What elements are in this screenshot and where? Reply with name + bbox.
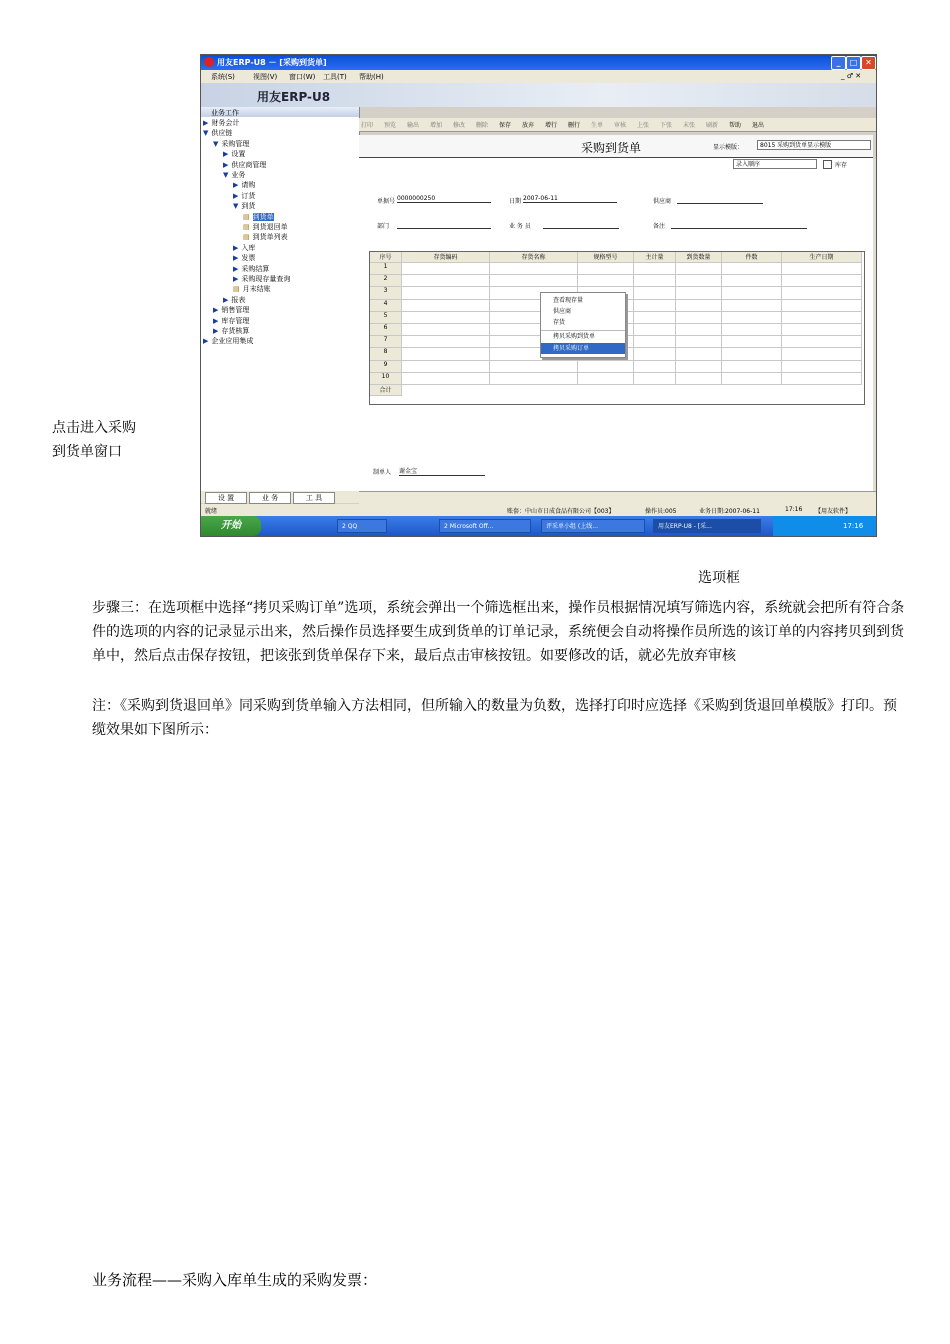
doc-no-label: 单据号 bbox=[377, 198, 396, 205]
ctx-inventory[interactable]: 存货 bbox=[553, 319, 566, 326]
form-title: 采购到货单 bbox=[581, 141, 642, 155]
tree-item-label: 采购管理 bbox=[221, 139, 250, 148]
grid-cell[interactable] bbox=[634, 263, 676, 275]
supplier-label: 供应商 bbox=[653, 198, 672, 205]
grid-cell[interactable] bbox=[782, 287, 862, 299]
tree-item[interactable] bbox=[233, 243, 255, 253]
grid-cell[interactable] bbox=[722, 324, 782, 336]
status-date: 业务日期:2007-06-11 bbox=[699, 508, 760, 515]
tree-item-label: 到货单 bbox=[252, 212, 274, 221]
grid-cell[interactable] bbox=[402, 275, 490, 287]
grid-cell[interactable] bbox=[676, 275, 722, 287]
window-title: 用友ERP-U8 － [采购到货单] bbox=[217, 58, 327, 67]
staff-label: 业 务 员 bbox=[509, 223, 531, 230]
grid-cell[interactable] bbox=[782, 275, 862, 287]
grid-cell[interactable] bbox=[402, 373, 490, 385]
collapsed-icon: ▶ bbox=[203, 119, 209, 127]
expanded-icon: ▼ bbox=[223, 171, 229, 179]
grid-row-number: 8 bbox=[370, 348, 402, 360]
tree-item[interactable] bbox=[233, 253, 255, 263]
ctx-copy-purchase-order[interactable]: 拷贝采购订单 bbox=[541, 343, 625, 354]
grid-row-number: 2 bbox=[370, 275, 402, 287]
grid-cell[interactable] bbox=[676, 287, 722, 299]
grid-cell[interactable] bbox=[578, 373, 634, 385]
grid-cell[interactable] bbox=[402, 287, 490, 299]
tree-item-label: 月末结账 bbox=[242, 285, 271, 294]
status-time: 17:16 bbox=[785, 506, 803, 513]
toolbar-button[interactable]: 末张 bbox=[683, 122, 696, 129]
grid-cell[interactable] bbox=[634, 373, 676, 385]
toolbar bbox=[359, 118, 876, 132]
grid-cell[interactable] bbox=[722, 348, 782, 360]
grid-cell[interactable] bbox=[782, 312, 862, 324]
arrival-form bbox=[359, 135, 873, 491]
collapsed-icon: ▶ bbox=[223, 150, 229, 159]
collapsed-icon: ▶ bbox=[213, 306, 219, 315]
grid-row-number: 5 bbox=[370, 312, 402, 324]
grid-cell[interactable] bbox=[676, 373, 722, 385]
toolbar-button[interactable]: 生单 bbox=[591, 122, 604, 129]
tree-item[interactable] bbox=[203, 336, 253, 346]
grid-cell[interactable] bbox=[782, 263, 862, 275]
tree-item[interactable] bbox=[243, 232, 288, 242]
tree-item[interactable] bbox=[223, 149, 245, 159]
grid-cell[interactable] bbox=[634, 324, 676, 336]
toolbar-button[interactable]: 增行 bbox=[545, 122, 558, 129]
tree-item[interactable] bbox=[213, 139, 249, 149]
tree-item-label: 企业应用集成 bbox=[211, 337, 254, 346]
grid-header-cell: 主计量 bbox=[634, 252, 676, 263]
toolbar-button[interactable]: 上张 bbox=[637, 122, 650, 129]
nav-header-label: 业务工作 bbox=[211, 109, 239, 117]
grid-cell[interactable] bbox=[402, 348, 490, 360]
collapsed-icon: ▶ bbox=[213, 316, 219, 325]
collapsed-icon: ▶ bbox=[233, 264, 239, 273]
stock-check-label: 库存 bbox=[835, 162, 848, 169]
menu-help[interactable]: 帮助(H) bbox=[359, 73, 384, 81]
navigation-pane bbox=[201, 107, 360, 491]
maker-label: 制单人 bbox=[373, 469, 392, 476]
toolbar-button[interactable]: 输出 bbox=[407, 122, 420, 129]
windows-taskbar bbox=[201, 516, 876, 536]
grid-cell[interactable] bbox=[722, 373, 782, 385]
grid-header-cell: 存货编码 bbox=[402, 252, 490, 263]
tree-item[interactable] bbox=[233, 284, 271, 294]
grid-cell[interactable] bbox=[490, 275, 578, 287]
form-scrollbar[interactable] bbox=[873, 159, 876, 491]
status-ready: 就绪 bbox=[205, 508, 218, 515]
collapsed-icon: ▶ bbox=[203, 337, 209, 346]
grid-cell[interactable] bbox=[402, 336, 490, 348]
bottom-heading: 业务流程——采购入库单生成的采购发票： bbox=[92, 1271, 378, 1289]
tree-item[interactable] bbox=[233, 274, 290, 284]
document-icon: ▤ bbox=[243, 223, 250, 231]
grid-cell[interactable] bbox=[782, 324, 862, 336]
toolbar-button[interactable]: 删行 bbox=[568, 122, 581, 129]
horizontal-scrollbar[interactable] bbox=[359, 491, 876, 504]
collapsed-icon: ▶ bbox=[233, 181, 239, 190]
side-caption bbox=[52, 416, 136, 464]
grid-header-cell: 存货名称 bbox=[490, 252, 578, 263]
form-title-bar bbox=[359, 135, 873, 158]
doc-no-field[interactable]: 0000000250 bbox=[397, 195, 491, 203]
status-company: 账套：中山市日成食品有限公司【003】 bbox=[507, 508, 615, 515]
template-select[interactable]: 8015 采购到货单显示模版 bbox=[757, 140, 871, 150]
status-bar bbox=[201, 504, 876, 516]
nav-tabs bbox=[201, 491, 359, 503]
maker-field[interactable]: 谢金宝 bbox=[399, 466, 485, 476]
expanded-icon: ▼ bbox=[203, 129, 209, 138]
maximize-button[interactable]: □ bbox=[846, 56, 861, 70]
tree-item-label: 订货 bbox=[241, 191, 256, 200]
grid-cell[interactable] bbox=[782, 373, 862, 385]
tree-item-label: 设置 bbox=[231, 150, 246, 159]
expanded-icon: ▼ bbox=[233, 202, 239, 211]
tree-item[interactable] bbox=[213, 305, 249, 315]
collapsed-icon: ▶ bbox=[223, 295, 229, 304]
tray-clock: 17:16 bbox=[843, 522, 864, 530]
grid-cell[interactable] bbox=[722, 300, 782, 312]
start-button[interactable]: 开始 bbox=[201, 516, 261, 536]
supplier-field[interactable] bbox=[677, 195, 763, 204]
toolbar-button[interactable]: 打印 bbox=[361, 122, 374, 129]
tree-item-label: 到货退回单 bbox=[252, 223, 288, 231]
grid-cell[interactable] bbox=[722, 336, 782, 348]
grid-cell[interactable] bbox=[634, 336, 676, 348]
grid-cell[interactable] bbox=[676, 336, 722, 348]
staff-field[interactable] bbox=[543, 220, 619, 229]
grid-cell[interactable] bbox=[402, 324, 490, 336]
grid-row-number: 10 bbox=[370, 373, 402, 385]
grid-cell[interactable] bbox=[782, 348, 862, 360]
sort-select[interactable]: 录入顺序 bbox=[733, 159, 817, 169]
grid-cell[interactable] bbox=[782, 300, 862, 312]
grid-cell[interactable] bbox=[722, 361, 782, 373]
tree-item[interactable] bbox=[233, 264, 269, 274]
mdi-controls[interactable]: _ ♂ ✕ bbox=[841, 72, 862, 80]
window-titlebar bbox=[201, 55, 876, 70]
expanded-icon: ▼ bbox=[213, 139, 219, 148]
system-tray bbox=[773, 516, 876, 536]
grid-row-number: 6 bbox=[370, 324, 402, 336]
tree-item-label: 发票 bbox=[241, 254, 256, 263]
grid-header-cell: 规格型号 bbox=[578, 252, 634, 263]
grid-cell[interactable] bbox=[402, 263, 490, 275]
grid-cell[interactable] bbox=[782, 336, 862, 348]
grid-header-cell: 件数 bbox=[722, 252, 782, 263]
collapsed-icon: ▶ bbox=[213, 327, 219, 335]
grid-cell[interactable] bbox=[676, 312, 722, 324]
status-brand: 【用友软件】 bbox=[815, 508, 852, 515]
toolbar-button[interactable]: 预览 bbox=[384, 122, 397, 129]
tree-item-label: 入库 bbox=[241, 243, 256, 252]
ctx-supplier[interactable]: 供应商 bbox=[553, 308, 572, 315]
toolbar-button[interactable]: 刷新 bbox=[706, 122, 719, 129]
task-chat[interactable]: 评采单小组 (上线... bbox=[541, 519, 645, 533]
side-caption-line1: 点击进入采购 bbox=[52, 420, 136, 436]
tree-item-label: 采购结算 bbox=[241, 264, 270, 273]
note-paragraph: 注：《采购到货退回单》同采购到货单输入方法相同，但所输入的数量为负数，选择打印时应选择《采购到货退回单模版》打印。预缆效果如下图所示： bbox=[92, 698, 897, 738]
tree-item-label: 到货单列表 bbox=[252, 233, 288, 242]
menu-view[interactable]: 视图(V) bbox=[253, 73, 278, 81]
tab-tools[interactable]: 工 具 bbox=[293, 492, 335, 504]
grid-cell[interactable] bbox=[782, 361, 862, 373]
tab-business[interactable]: 业 务 bbox=[249, 492, 291, 504]
collapsed-icon: ▶ bbox=[233, 191, 239, 200]
grid-cell[interactable] bbox=[676, 361, 722, 373]
close-button[interactable]: ✕ bbox=[861, 56, 876, 70]
tree-item-label: 采购现存量查询 bbox=[241, 275, 291, 283]
options-context-menu bbox=[540, 292, 626, 358]
menu-tools[interactable]: 工具(T) bbox=[323, 73, 347, 81]
tree-item[interactable] bbox=[203, 128, 232, 138]
grid-cell[interactable] bbox=[634, 287, 676, 299]
toolbar-button[interactable]: 增加 bbox=[430, 122, 443, 129]
tree-item[interactable] bbox=[233, 191, 255, 201]
date-field[interactable]: 2007-06-11 bbox=[523, 195, 617, 203]
task-erp[interactable]: 用友ERP-U8 - [采... bbox=[653, 519, 761, 533]
toolbar-button[interactable]: 放弃 bbox=[522, 122, 535, 129]
grid-cell[interactable] bbox=[578, 263, 634, 275]
menu-system[interactable]: 系统(S) bbox=[211, 73, 235, 81]
task-word[interactable]: 2 Microsoft Off... bbox=[439, 519, 531, 533]
erp-screenshot bbox=[200, 54, 877, 537]
grid-cell[interactable] bbox=[490, 361, 578, 373]
tree-item[interactable] bbox=[233, 180, 255, 190]
grid-header-cell: 序号 bbox=[370, 252, 402, 263]
tree-item-label: 业务 bbox=[231, 171, 246, 179]
tree-item[interactable] bbox=[203, 118, 239, 128]
grid-cell[interactable] bbox=[490, 373, 578, 385]
toolbar-button[interactable]: 下张 bbox=[660, 122, 673, 129]
grid-cell[interactable] bbox=[722, 275, 782, 287]
tree-item[interactable] bbox=[223, 295, 245, 305]
grid-total-label: 合计 bbox=[370, 385, 402, 396]
grid-cell[interactable] bbox=[676, 348, 722, 360]
collapsed-icon: ▶ bbox=[223, 160, 229, 169]
tree-item[interactable] bbox=[223, 170, 245, 180]
step3-paragraph: 步骤三：在选项框中选择“拷贝采购订单”选项，系统会弹出一个筛选框出来，操作员根据情况填写筛选内容，系统就会把所有符合条件的选项的内容的记录显示出来，然后操作员选择要生成到货单的订单记录，系统便会自动将操作员所选的该订单的内容拷贝到到货单中，然后点击保存按钮，把该张到货单保存下来，最后点击审核按钮。如要修改的话，就必先放弃审核 bbox=[92, 600, 905, 664]
document-icon: ▤ bbox=[233, 285, 240, 294]
toolbar-button[interactable]: 保存 bbox=[499, 122, 512, 129]
grid-cell[interactable] bbox=[722, 312, 782, 324]
grid-header-cell: 生产日期 bbox=[782, 252, 862, 263]
tree-item-label: 存货核算 bbox=[221, 327, 250, 335]
logo-bar bbox=[201, 83, 876, 107]
grid-row-number: 7 bbox=[370, 336, 402, 348]
grid-cell[interactable] bbox=[634, 348, 676, 360]
toolbar-button[interactable]: 帮助 bbox=[729, 122, 742, 129]
grid-cell[interactable] bbox=[578, 361, 634, 373]
grid-header-cell: 到货数量 bbox=[676, 252, 722, 263]
tree-item[interactable] bbox=[223, 160, 266, 170]
grid-cell[interactable] bbox=[722, 263, 782, 275]
ctx-view-stock[interactable]: 查看现存量 bbox=[553, 297, 584, 304]
tree-item[interactable] bbox=[243, 222, 288, 232]
grid-row-number: 3 bbox=[370, 287, 402, 299]
grid-cell[interactable] bbox=[578, 275, 634, 287]
nav-header bbox=[201, 107, 359, 117]
grid-cell[interactable] bbox=[676, 324, 722, 336]
stock-checkbox[interactable] bbox=[823, 160, 832, 169]
brand-logo: 用友ERP-U8 bbox=[257, 90, 331, 104]
ctx-copy-arrival[interactable]: 拷贝采购到货单 bbox=[541, 330, 625, 341]
grid-cell[interactable] bbox=[634, 312, 676, 324]
grid-cell[interactable] bbox=[402, 361, 490, 373]
tree-item-label: 到货 bbox=[241, 202, 256, 211]
menu-bar bbox=[201, 70, 876, 83]
minimize-button[interactable]: _ bbox=[831, 56, 846, 70]
app-icon bbox=[204, 57, 214, 67]
tree-item-label: 销售管理 bbox=[221, 306, 250, 315]
tree-item-label: 财务会计 bbox=[211, 119, 240, 127]
grid-cell[interactable] bbox=[634, 275, 676, 287]
grid-row-number: 1 bbox=[370, 263, 402, 275]
grid-cell[interactable] bbox=[676, 263, 722, 275]
side-caption-line2: 到货单窗口 bbox=[52, 444, 122, 460]
tab-settings[interactable]: 设 置 bbox=[205, 492, 247, 504]
task-qq[interactable]: 2 QQ bbox=[337, 519, 387, 533]
options-caption: 选项框 bbox=[698, 570, 740, 586]
tree-item-label: 报表 bbox=[231, 295, 246, 304]
grid-row-number: 4 bbox=[370, 300, 402, 312]
collapsed-icon: ▶ bbox=[233, 243, 239, 252]
tree-item[interactable] bbox=[213, 326, 249, 336]
dept-field[interactable] bbox=[397, 220, 491, 229]
collapsed-icon: ▶ bbox=[233, 254, 239, 263]
toolbar-button[interactable]: 审核 bbox=[614, 122, 627, 129]
tree-item[interactable] bbox=[233, 201, 255, 211]
tree-item[interactable] bbox=[213, 316, 249, 326]
toolbar-button[interactable]: 修改 bbox=[453, 122, 466, 129]
tree-item-label: 供应链 bbox=[211, 129, 233, 138]
document-icon: ▤ bbox=[243, 212, 250, 221]
toolbar-button[interactable]: 退出 bbox=[752, 122, 765, 129]
dept-label: 部门 bbox=[377, 223, 390, 230]
date-label: 日期 bbox=[509, 198, 522, 205]
grid-cell[interactable] bbox=[634, 361, 676, 373]
status-operator: 操作员:005 bbox=[645, 508, 677, 515]
tree-item-label: 库存管理 bbox=[221, 316, 250, 325]
collapsed-icon: ▶ bbox=[233, 275, 239, 283]
grid-cell[interactable] bbox=[722, 287, 782, 299]
grid-cell[interactable] bbox=[402, 300, 490, 312]
remark-field[interactable] bbox=[671, 220, 807, 229]
grid-row-number: 9 bbox=[370, 361, 402, 373]
toolbar-button[interactable]: 删除 bbox=[476, 122, 489, 129]
grid-cell[interactable] bbox=[402, 312, 490, 324]
template-label: 显示模版： bbox=[713, 144, 744, 151]
menu-window[interactable]: 窗口(W) bbox=[289, 73, 316, 81]
grid-cell[interactable] bbox=[490, 263, 578, 275]
tree-item-label: 请购 bbox=[241, 181, 256, 190]
grid-cell[interactable] bbox=[634, 300, 676, 312]
tree-item-label: 供应商管理 bbox=[231, 160, 267, 169]
remark-label: 备注 bbox=[653, 223, 666, 230]
grid-cell[interactable] bbox=[676, 300, 722, 312]
tree-item[interactable] bbox=[243, 212, 274, 222]
document-icon: ▤ bbox=[243, 233, 250, 242]
